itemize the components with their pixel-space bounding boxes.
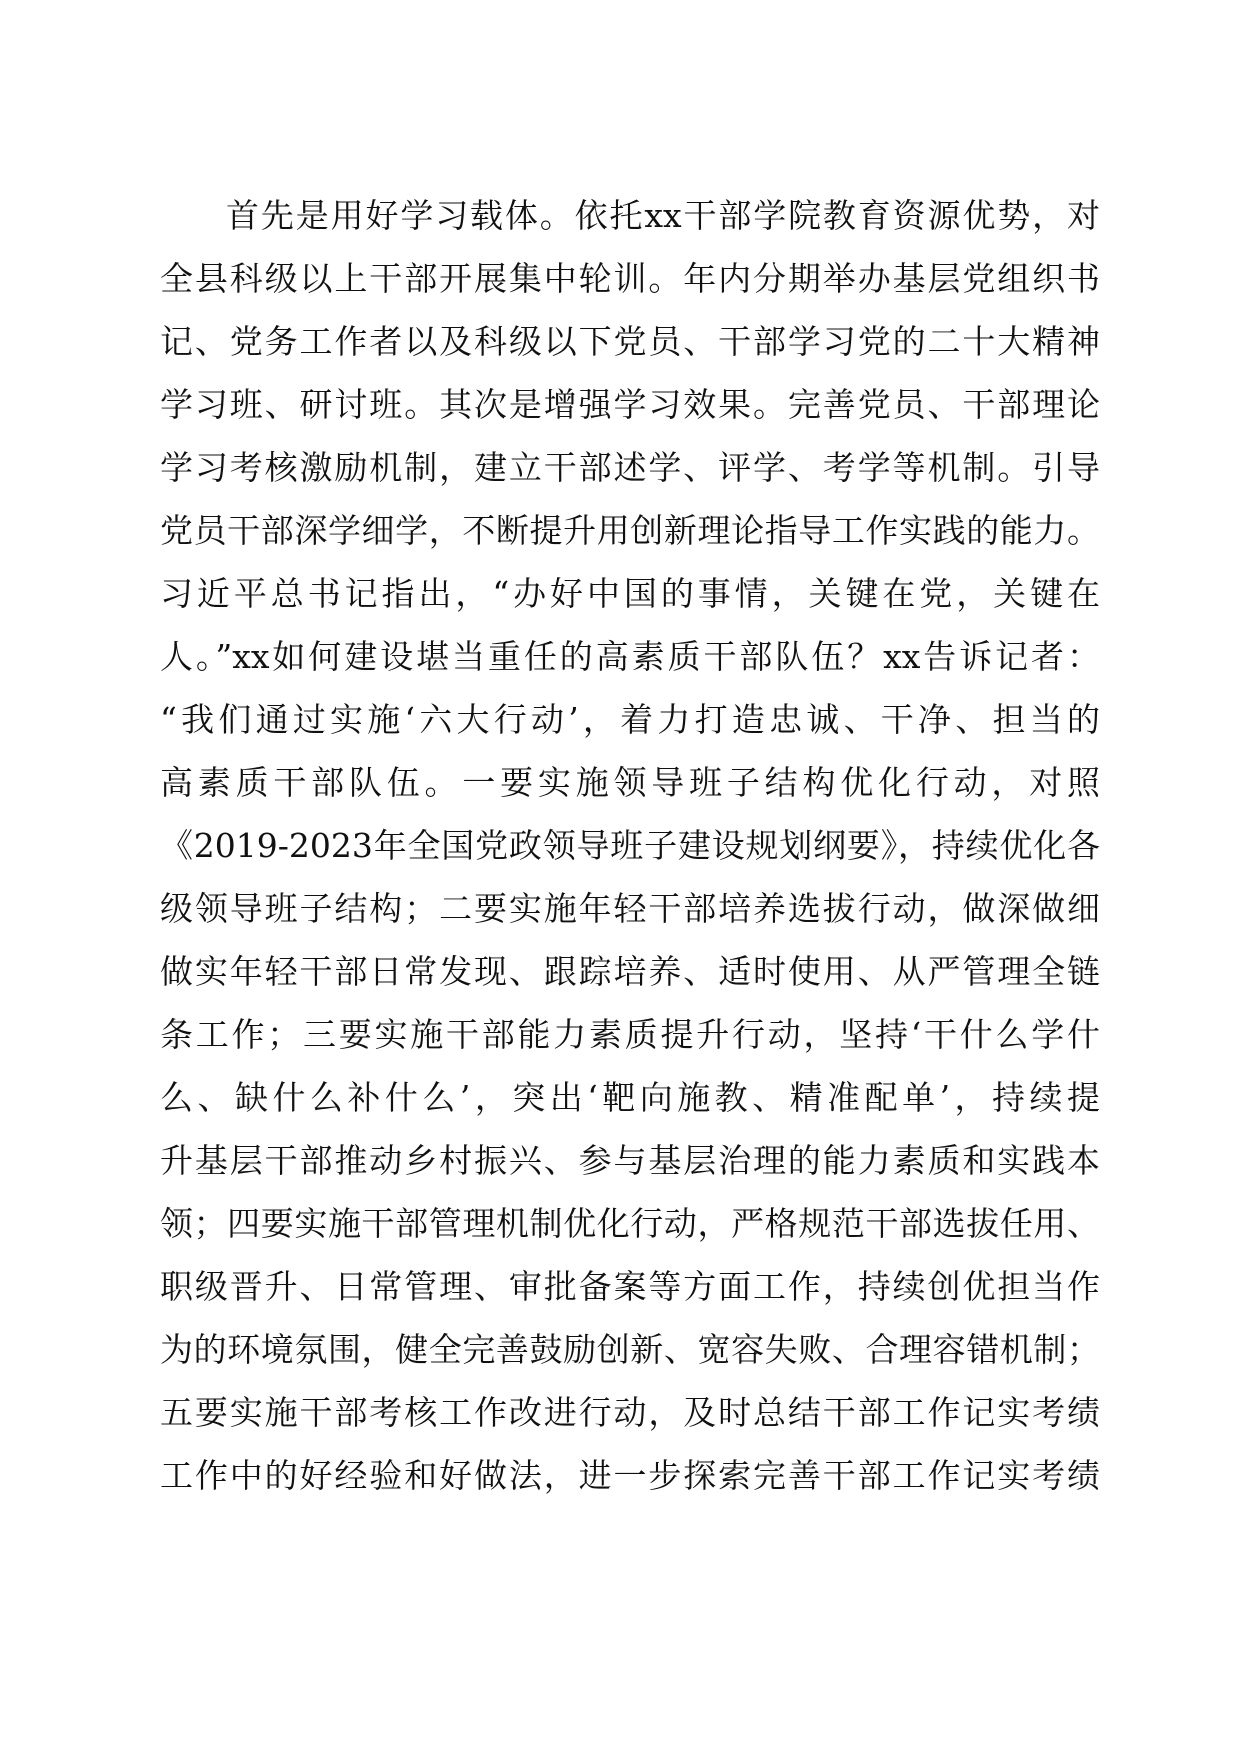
body-paragraph: [160, 190, 1100, 1513]
text-line: 学习班、研讨班。其次是增强学习效果。完善党员、干部理论: [160, 385, 1100, 424]
text-line: 工作中的好经验和好做法，进一步探索完善干部工作记实考绩: [160, 1456, 1100, 1495]
text-line: 条工作；三要实施干部能力素质提升行动，坚持‘干什么学什: [160, 1015, 1100, 1054]
text-line: 习近平总书记指出，“办好中国的事情，关键在党，关键在: [160, 574, 1100, 613]
text-line: 学习考核激励机制，建立干部述学、评学、考学等机制。引导: [160, 448, 1100, 487]
text-line: 首先是用好学习载体。依托xx干部学院教育资源优势，对: [226, 196, 1100, 235]
text-line: 记、党务工作者以及科级以下党员、干部学习党的二十大精神: [160, 322, 1100, 361]
text-line: 做实年轻干部日常发现、跟踪培养、适时使用、从严管理全链: [160, 952, 1100, 991]
text-line: 升基层干部推动乡村振兴、参与基层治理的能力素质和实践本: [160, 1141, 1100, 1180]
text-line: 为的环境氛围，健全完善鼓励创新、宽容失败、合理容错机制；: [160, 1330, 1100, 1369]
text-line: 党员干部深学细学，不断提升用创新理论指导工作实践的能力。: [160, 511, 1100, 550]
text-line: 职级晋升、日常管理、审批备案等方面工作，持续创优担当作: [160, 1267, 1100, 1306]
text-line: 高素质干部队伍。一要实施领导班子结构优化行动，对照: [160, 763, 1100, 802]
text-line: 人。”xx如何建设堪当重任的高素质干部队伍？xx告诉记者：: [160, 637, 1100, 676]
text-line: 全县科级以上干部开展集中轮训。年内分期举办基层党组织书: [160, 259, 1100, 298]
text-line: 《2019-2023年全国党政领导班子建设规划纲要》，持续优化各: [160, 826, 1100, 865]
text-line: 么、缺什么补什么’，突出‘靶向施教、精准配单’，持续提: [160, 1078, 1100, 1117]
text-line: 五要实施干部考核工作改进行动，及时总结干部工作记实考绩: [160, 1393, 1100, 1432]
text-line: “我们通过实施‘六大行动’，着力打造忠诚、干净、担当的: [160, 700, 1100, 739]
text-line: 领；四要实施干部管理机制优化行动，严格规范干部选拔任用、: [160, 1204, 1100, 1243]
text-line: 级领导班子结构；二要实施年轻干部培养选拔行动，做深做细: [160, 889, 1100, 928]
